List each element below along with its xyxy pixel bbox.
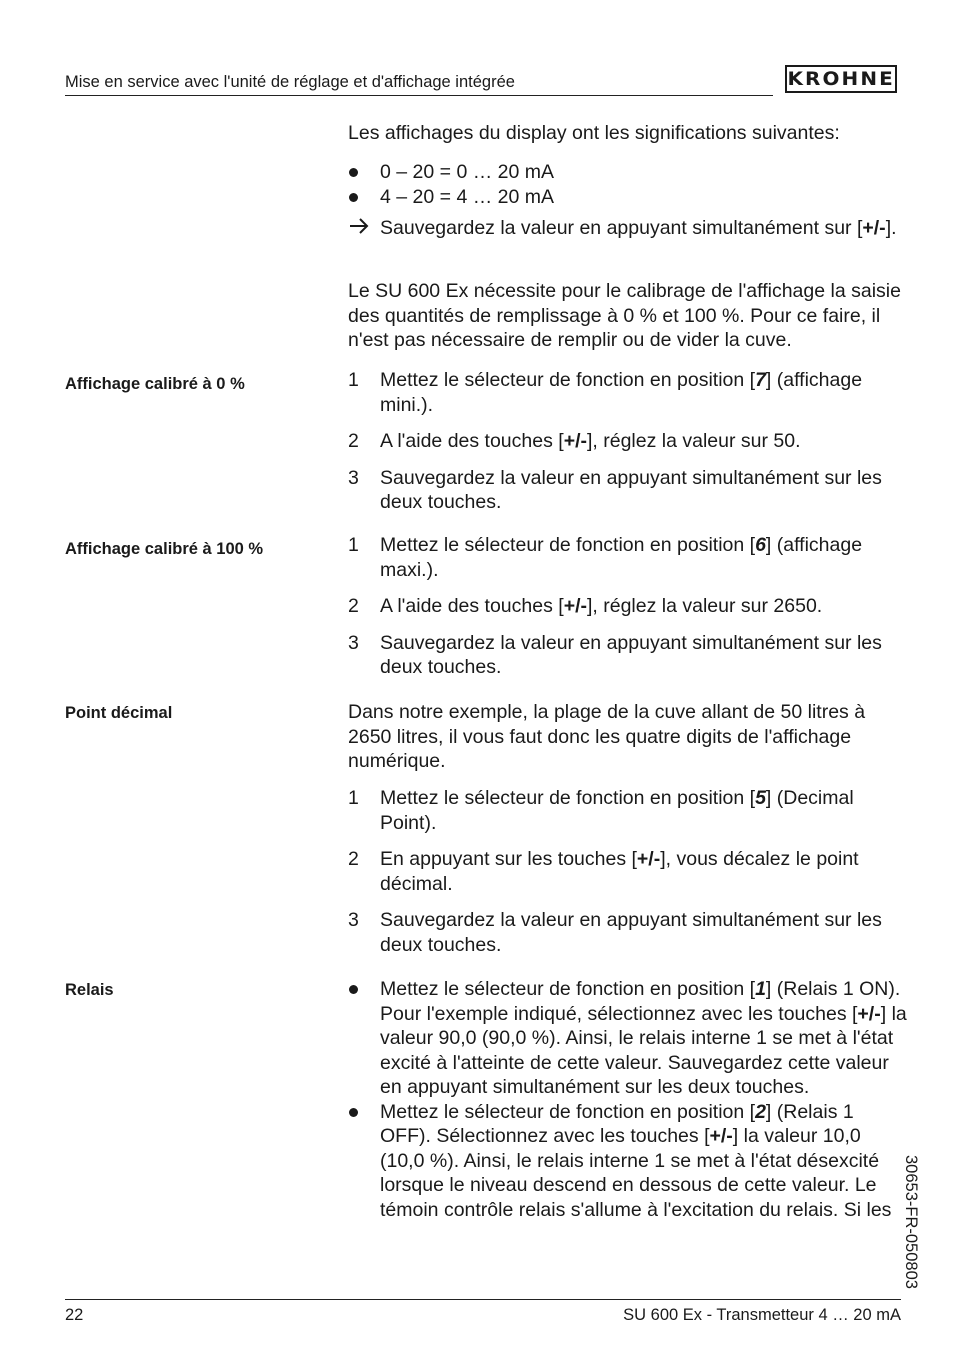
step-number: 2	[348, 848, 359, 870]
arrow-right-icon	[348, 216, 370, 240]
step-number: 2	[348, 430, 359, 452]
list-item: Mettez le sélecteur de fonction en position [1] (Relais 1 ON). Pour l'exemple indiqué, sélectionnez avec les touches [+/-] la valeur 90,0 (90,0 %). Ainsi, le relais interne 1 se met à l'état excité à l'atteinte de cette valeur. Sauvegardez cette valeur en appuyant simultanément sur les deux touches.	[348, 977, 908, 1100]
intro-block	[348, 121, 908, 146]
section-label-relais: Relais	[65, 981, 114, 999]
header-rule	[65, 95, 773, 96]
section-label-cal0: Affichage calibré à 0 %	[65, 375, 245, 393]
footer-product: SU 600 Ex - Transmetteur 4 … 20 mA	[623, 1306, 901, 1324]
step-number: 3	[348, 466, 359, 489]
step-number: 3	[348, 909, 359, 931]
bullet-icon	[349, 1108, 358, 1117]
list-item: 0 – 20 = 0 … 20 mA	[348, 160, 908, 185]
bullet-icon	[349, 168, 358, 177]
intro-bullet-list	[348, 160, 908, 209]
step-number: 1	[348, 369, 359, 391]
bullet-icon	[349, 193, 358, 202]
step-number: 1	[348, 787, 359, 809]
list-item: 3 Sauvegardez la valeur en appuyant simultanément sur les deux touches.	[348, 466, 882, 513]
decimal-intro: Dans notre exemple, la plage de la cuve allant de 50 litres à 2650 litres, il vous faut donc les quatre digits de l'affichage numérique.	[348, 701, 866, 772]
page-number: 22	[65, 1306, 84, 1324]
step-number: 2	[348, 595, 359, 617]
cal100-steps	[348, 533, 908, 680]
document-code: 30653-FR-050803	[902, 1155, 920, 1289]
list-item: 2 En appuyant sur les touches [+/-], vous décalez le point décimal.	[348, 848, 859, 895]
list-item: 3 Sauvegardez la valeur en appuyant simultanément sur les deux touches.	[348, 631, 882, 678]
krohne-logo	[785, 65, 897, 93]
step-number: 1	[348, 534, 359, 556]
list-item: 3 Sauvegardez la valeur en appuyant simultanément sur les deux touches.	[348, 909, 882, 956]
section-label-decimal: Point décimal	[65, 704, 173, 722]
section-label-cal100: Affichage calibré à 100 %	[65, 540, 264, 558]
logo-text: KROHNE	[787, 68, 895, 90]
footer-rule	[65, 1299, 901, 1300]
list-item: 1 Mettez le sélecteur de fonction en position [7] (affichage mini.).	[348, 369, 863, 416]
header-title: Mise en service avec l'unité de réglage et d'affichage intégrée	[65, 73, 515, 91]
relais-bullets	[348, 977, 908, 1222]
list-item: 2 A l'aide des touches [+/-], réglez la valeur sur 2650.	[348, 595, 823, 617]
list-item: 1 Mettez le sélecteur de fonction en position [6] (affichage maxi.).	[348, 534, 863, 581]
cal0-steps	[348, 368, 908, 515]
calibration-note: Le SU 600 Ex nécessite pour le calibrage de l'affichage la saisie des quantités de remplissage à 0 % et 100 %. Pour ce faire, il n'est pas nécessaire de remplir ou de vider la cuve.	[348, 280, 901, 351]
list-item: 2 A l'aide des touches [+/-], réglez la valeur sur 50.	[348, 430, 801, 452]
list-item: 1 Mettez le sélecteur de fonction en position [5] (Decimal Point).	[348, 787, 854, 834]
bullet-icon	[349, 985, 358, 994]
list-item: Mettez le sélecteur de fonction en position [2] (Relais 1 OFF). Sélectionnez avec les touches [+/-] la valeur 10,0 (10,0 %). Ainsi, le relais interne 1 se met à l'état désexcité lorsque le niveau descend en dessous de cette valeur. Le témoin contrôle relais s'allume à l'excitation du relais. Si les	[348, 1100, 908, 1223]
decimal-steps	[348, 786, 908, 957]
intro-paragraph: Les affichages du display ont les significations suivantes:	[348, 122, 840, 144]
save-action: Sauvegardez la valeur en appuyant simultanément sur [+/-].	[348, 216, 908, 241]
step-number: 3	[348, 631, 359, 654]
list-item: 4 – 20 = 4 … 20 mA	[348, 185, 908, 210]
